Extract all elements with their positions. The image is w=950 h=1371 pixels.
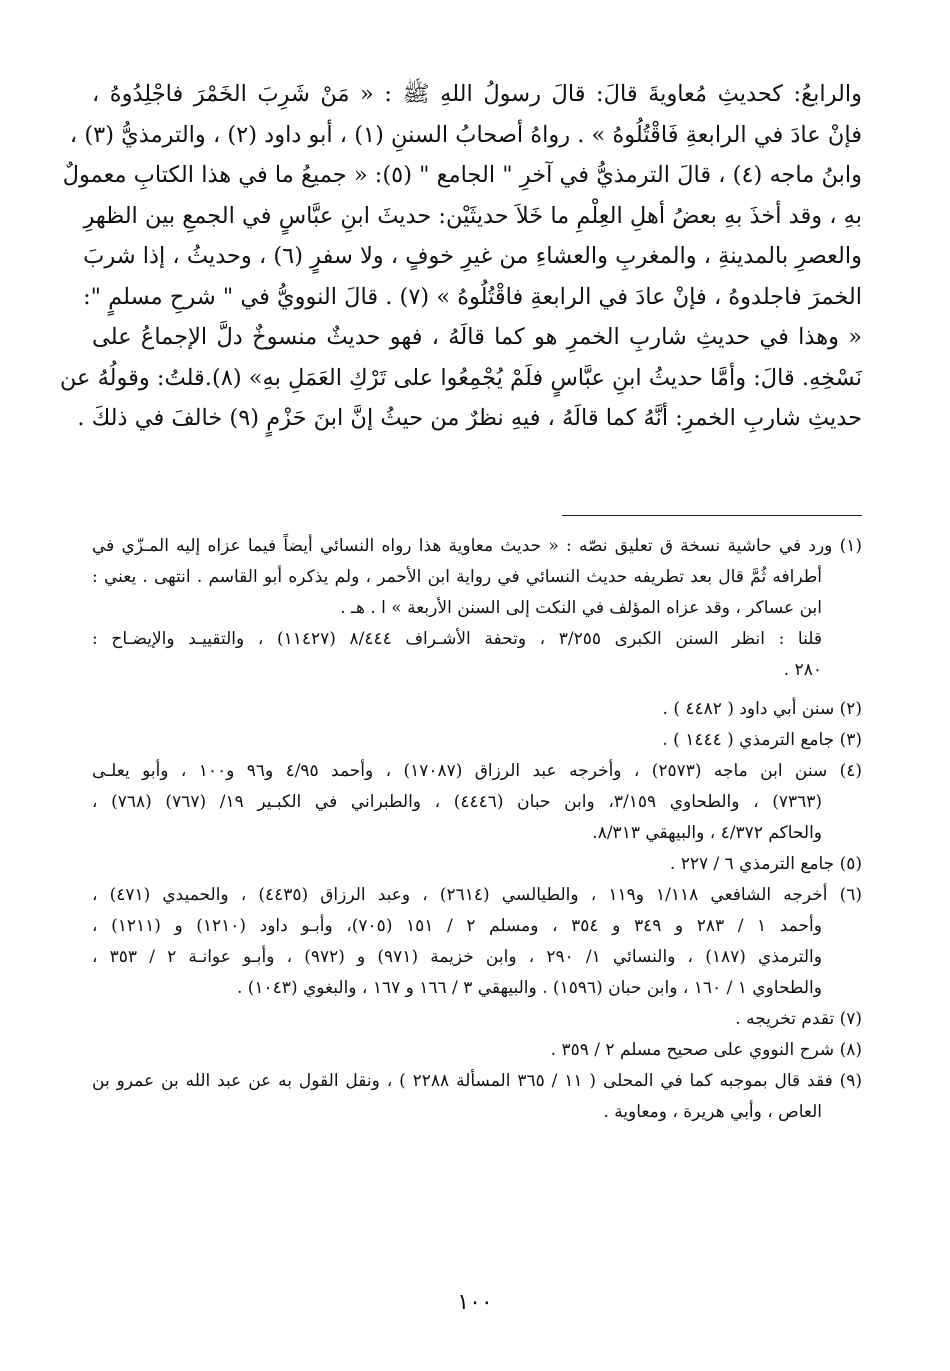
main-text [59,74,862,439]
footnote-line: وأحمد ١ / ٢٨٣ و ٣٤٩ و ٣٥٤ ، ومسلم ٢ / ١٥١ (٧٠٥)، وأبـو داود (١٢١٠) و (١٢١١) ، [92,916,822,936]
footnote-line: والحاكم ٤/٣٧٢ ، والبيهقي ٨/٣١٣. [592,823,822,843]
footnote-1-note [92,624,862,686]
footnote-line: (٥) جامع الترمذي ٦ / ٢٢٧ . [669,854,862,874]
footnote-5 [92,849,862,880]
footnote-8 [92,1035,862,1066]
footnote-2 [92,694,862,725]
footnote-line: العاص ، وأبي هريرة ، ومعاوية . [603,1102,822,1122]
footnotes [92,531,862,1128]
footnote-line: أطرافه ثُمَّ قال بعد تطريفه حديث النسائي في رواية ابن الأحمر ، ولم يذكره أبو القاسم . انتهى . يعني : [92,567,822,587]
footnote-6 [92,880,862,1004]
footnote-line: والترمذي (١٨٧) ، والنسائي ١/ ٢٩٠ ، وابن خزيمة (٩٧١) و (٩٧٢) ، وأبـو عوانـة ٢ / ٣٥٣ ، [92,947,822,967]
footnote-line: (٣) جامع الترمذي ( ١٤٤٤ ) . [662,730,862,750]
main-text-line: نَسْخِهِ. قالَ: وأمَّا حديثُ ابنِ عبَّاسٍ فلَمْ يُجْمِعُوا على تَرْكِ العَمَلِ بهِ» (٨).قلتُ: وقولُهُ عن [59,364,862,391]
footnote-9 [92,1066,862,1128]
footnote-line: قلنا : انظر السنن الكبرى ٣/٢٥٥ ، وتحفة الأشـراف ٨/٤٤٤ (١١٤٢٧) ، والتقييـد والإيضـاح : [92,629,822,649]
footnote-7 [92,1004,862,1035]
footnote-line: (٦) أخرجه الشافعي ١/١١٨ و١١٩ ، والطيالسي (٢٦١٤) ، وعبد الرزاق (٤٤٣٥) ، والحميدي (٤٧١) ، [92,885,862,905]
page-number: ١٠٠ [457,1290,493,1315]
footnote-separator [562,515,862,516]
main-text-line: حديثِ شاربِ الخمرِ: أنَّهُ كما قالَهُ ، فيهِ نظرٌ من حيثُ إنَّ ابنَ حَزْمٍ (٩) خالفَ في ذلكَ . [77,405,862,431]
footnote-line: ٢٨٠ . [783,660,822,680]
footnote-line: (٧٣٦٣) ، والطحاوي ٣/١٥٩، وابن حبان (٤٤٤٦) ، والطبراني في الكبـير ١٩/ (٧٦٧) (٧٦٨) ، [92,792,823,812]
footnote-3 [92,725,862,756]
main-text-line: الخمرَ فاجلدوهُ ، فإنْ عادَ في الرابعةِ فاقْتُلُوهُ » (٧) . قالَ النوويُّ في " شرحِ مسلمٍ ": [83,283,862,310]
footnote-line: (٢) سنن أبي داود ( ٤٤٨٢ ) . [662,699,862,719]
footnote-line: (٧) تقدم تخريجه . [735,1009,862,1029]
main-text-line: وابنُ ماجه (٤) ، قالَ الترمذيُّ في آخرِ " الجامع " (٥): « جميعُ ما في هذا الكتابِ معمولٌ [62,162,862,188]
footnote-line: (٨) شرح النووي على صحيح مسلم ٢ / ٣٥٩ . [550,1040,862,1060]
footnote-line: (١) ورد في حاشية نسخة ق تعليق نصّه : « حديث معاوية هذا رواه النسائي أيضاً فيما عزاه إليه المـزّي في [92,536,862,556]
footnote-4 [92,756,862,849]
footnote-line: (٩) فقد قال بموجبه كما في المحلى ( ١١ / ٣٦٥ المسألة ٢٢٨٨ ) ، ونقل القول به عن عبد الله بن عمرو بن [92,1071,862,1091]
main-text-line: « وهذا في حديثِ شاربِ الخمرِ هو كما قالَهُ ، فهو حديثٌ منسوخٌ دلَّ الإجماعُ على [92,324,862,350]
footnote-line: والطحاوي ١ / ١٦٠ ، وابن حبان (١٥٩٦) . والبيهقي ٣ / ١٦٦ و ١٦٧ ، والبغوي (١٠٤٣) . [236,978,822,998]
footnote-1 [92,531,862,624]
main-text-line: فإنْ عادَ في الرابعةِ فَاقْتُلُوهُ » . رواهُ أصحابُ السننِ (١) ، أبو داود (٢) ، والترمذيُّ (٣) ، [69,121,862,148]
main-text-line: والرابعُ: كحديثِ مُعاويةَ قالَ: قالَ رسولُ اللهِ ﷺ : « مَنْ شَرِبَ الخَمْرَ فاجْلِدُوهُ ، [92,81,862,107]
main-text-line: والعصرِ بالمدينةِ ، والمغربِ والعشاءِ من غيرِ خوفٍ ، ولا سفرٍ (٦) ، وحديثُ ، إذا شربَ [83,243,862,269]
main-text-line: بهِ ، وقد أخذَ بهِ بعضُ أهلِ العِلْمِ ما خَلاَ حديثَيْن: حديثَ ابنِ عبَّاسٍ في الجمعِ بين الظهرِ [83,202,862,229]
footnote-line: ابن عساكر ، وقد عزاه المؤلف في النكت إلى السنن الأربعة » ا . هـ . [340,598,822,618]
footnote-line: (٤) سنن ابن ماجه (٢٥٧٣) ، وأخرجه عبد الرزاق (١٧٠٨٧) ، وأحمد ٤/٩٥ و٩٦ و١٠٠ ، وأبو يعلـى [92,761,862,781]
